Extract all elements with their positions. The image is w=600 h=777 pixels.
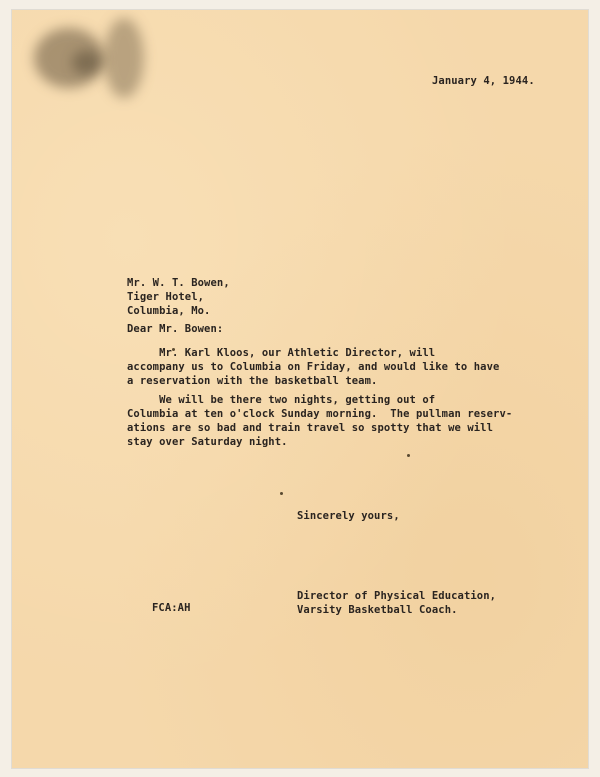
reference-initials: FCA:AH (152, 602, 191, 614)
body-paragraph-1 (127, 346, 499, 388)
paper-speck (280, 492, 283, 495)
paper-speck (407, 454, 410, 457)
signature-title (297, 589, 496, 617)
paragraph-line: ations are so bad and train travel so spotty that we will (127, 422, 494, 434)
paragraph-line: Mr. Karl Kloos, our Athletic Director, will (127, 347, 436, 359)
title-line: Varsity Basketball Coach. (297, 604, 458, 616)
address-line: Columbia, Mo. (127, 305, 211, 317)
paragraph-line: Columbia at ten o'clock Sunday morning. The pullman reserv- (127, 408, 513, 420)
title-line: Director of Physical Education, (297, 590, 497, 602)
ink-stain (104, 18, 144, 98)
letter-page (12, 10, 588, 768)
complimentary-closing: Sincerely yours, (297, 510, 400, 522)
paragraph-line: accompany us to Columbia on Friday, and would like to have (127, 361, 500, 373)
body-paragraph-2 (127, 393, 512, 449)
paragraph-line: a reservation with the basketball team. (127, 375, 378, 387)
paragraph-line: stay over Saturday night. (127, 436, 288, 448)
salutation: Dear Mr. Bowen: (127, 323, 224, 335)
paragraph-line: We will be there two nights, getting out of (127, 394, 436, 406)
letter-date: January 4, 1944. (432, 75, 535, 87)
ink-stain (72, 50, 102, 75)
address-line: Mr. W. T. Bowen, (127, 277, 230, 289)
address-line: Tiger Hotel, (127, 291, 205, 303)
recipient-address (127, 276, 230, 318)
